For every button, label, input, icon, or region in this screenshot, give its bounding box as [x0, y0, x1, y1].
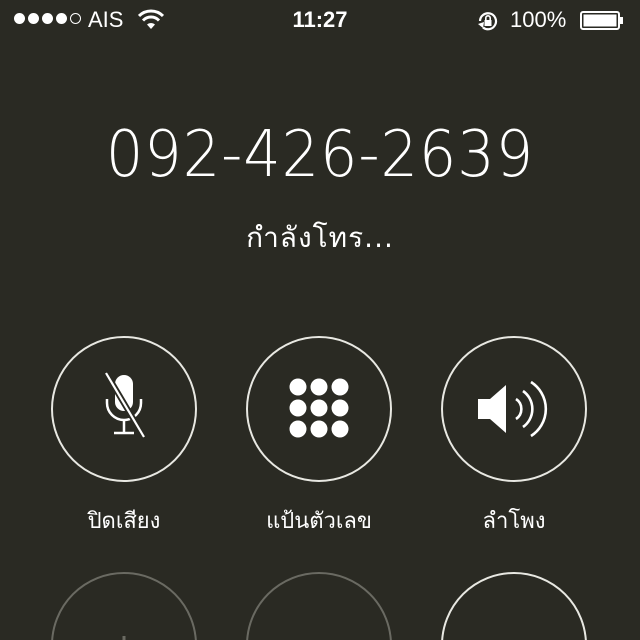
keypad-icon	[279, 369, 359, 449]
keypad-button[interactable]	[246, 336, 392, 482]
mute-button[interactable]	[51, 336, 197, 482]
battery-percentage: 100%	[510, 7, 567, 32]
facetime-button[interactable]	[246, 572, 392, 640]
rotation-lock-icon	[476, 9, 500, 33]
speaker-button[interactable]	[441, 336, 587, 482]
call-status: กำลังโทร...	[246, 221, 394, 254]
add-call-button[interactable]	[51, 572, 197, 640]
speaker-label: ลำโพง	[482, 509, 546, 534]
mute-label: ปิดเสียง	[87, 509, 161, 534]
carrier-name: AIS	[88, 7, 124, 32]
contacts-button[interactable]	[441, 572, 587, 640]
video-camera-icon	[279, 602, 359, 640]
speaker-icon	[474, 369, 554, 449]
contact-person-icon	[474, 603, 554, 640]
plus-icon	[84, 590, 164, 640]
phone-number: 092-426-2639	[105, 118, 535, 192]
battery-icon	[580, 11, 624, 30]
status-bar	[0, 0, 640, 40]
clock: 11:27	[292, 7, 348, 32]
mic-muted-icon	[84, 369, 164, 449]
keypad-label: แป้นตัวเลข	[266, 509, 372, 534]
